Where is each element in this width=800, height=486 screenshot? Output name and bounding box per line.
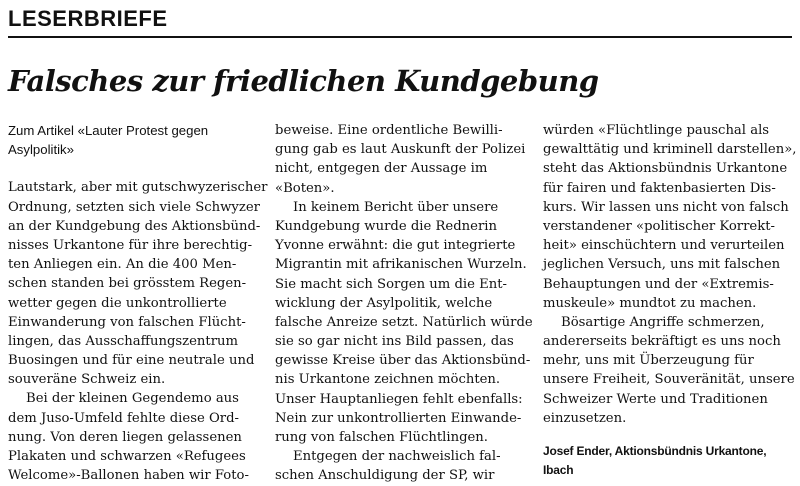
body-line: lingen, das Ausschaffungszentrum	[8, 333, 239, 349]
body-line: sie so gar nicht ins Bild passen, das	[275, 334, 514, 350]
body-line: mehr, uns mit Überzeugung für	[543, 353, 754, 369]
body-line: gewisse Kreise über das Aktionsbünd-	[275, 353, 531, 369]
body-line: wicklung der Asylpolitik, welche	[275, 295, 493, 311]
body-line: würden «Flüchtlinge pauschal als	[543, 123, 770, 138]
body-line: dem Juso-Umfeld fehlte diese Ord-	[8, 410, 239, 426]
body-line: Welcome»-Ballonen haben wir Foto-	[8, 468, 249, 484]
body-line: einzusetzen.	[543, 410, 627, 426]
body-line: jeglichen Versuch, uns mit falschen	[543, 257, 781, 273]
body-line: Behauptungen und der «Extremis-	[543, 276, 774, 292]
body-line: heit» einschüchtern und verurteilen	[543, 238, 785, 254]
body-line: nung. Von deren liegen gelassenen	[8, 429, 242, 445]
article-headline: Falsches zur friedlichen Kundgebung	[8, 64, 599, 98]
body-line: wetter gegen die unkontrollierte	[8, 295, 227, 311]
body-line: verstandener «politischer Korrekt-	[543, 218, 775, 234]
body-line: Ordnung, setzten sich viele Schwyzer	[8, 199, 260, 215]
body-line: an der Kundgebung des Aktionsbünd-	[8, 218, 261, 234]
body-line: nisses Urkantone für ihre berechtig-	[8, 237, 253, 253]
body-line: Yvonne erwähnt: die gut integrierte	[275, 238, 516, 254]
body-line: gewalttätig und kriminell darstellen»,	[543, 142, 797, 158]
text-column-2	[275, 121, 533, 486]
body-line: beweise. Eine ordentliche Bewilli-	[275, 123, 503, 138]
body-line: nicht, entgegen der Aussage im	[275, 161, 488, 177]
body-line: Lautstark, aber mit gutschwyzerischer	[8, 180, 268, 196]
body-line: Sie macht sich Sorgen um die Ent-	[275, 276, 507, 292]
author-location: Ibach	[543, 463, 574, 478]
body-line: souveräne Schweiz ein.	[8, 372, 166, 388]
body-line: schen standen bei grösstem Regen-	[8, 276, 247, 292]
body-line: falsche Anreize setzt. Natürlich würde	[275, 314, 533, 330]
body-line: Migrantin mit afrikanischen Wurzeln.	[275, 257, 527, 273]
body-line: schen Anschuldigung der SP, wir	[275, 468, 495, 484]
body-line: Buosingen und für eine neutrale und	[8, 353, 255, 369]
body-line: «Boten».	[275, 180, 335, 196]
section-divider	[8, 36, 792, 38]
author-signature: Josef Ender, Aktionsbündnis Urkantone,	[543, 444, 767, 458]
body-line: unsere Freiheit, Souveränität, unsere	[543, 372, 795, 388]
body-line: Kundgebung wurde die Rednerin	[275, 218, 497, 234]
body-line: Einwanderung von falschen Flücht-	[8, 314, 246, 330]
body-line: muskeule» mundtot zu machen.	[543, 295, 757, 311]
body-line: rung von falschen Flüchtlingen.	[275, 430, 488, 445]
body-line: Bei der kleinen Gegendemo aus	[26, 391, 239, 407]
body-line: gung gab es laut Auskunft der Polizei	[275, 142, 526, 158]
intro-line: Asylpolitik»	[8, 142, 74, 158]
body-line: steht das Aktionsbündnis Urkantone	[543, 161, 788, 177]
body-line: In keinem Bericht über unsere	[293, 199, 499, 215]
body-line: Schweizer Werte und Traditionen	[543, 391, 768, 407]
body-line: kurs. Wir lassen uns nicht von falsch	[543, 199, 789, 215]
body-line: Nein zur unkontrollierten Einwande-	[275, 410, 522, 426]
section-label: LESERBRIEFE	[8, 6, 168, 31]
body-line: Bösartige Angriffe schmerzen,	[561, 314, 765, 330]
text-column-1	[8, 121, 268, 485]
body-line: ten Anliegen ein. An die 400 Men-	[8, 257, 237, 273]
body-line: Entgegen der nachweislich fal-	[293, 449, 501, 465]
body-line: für fairen und faktenbasierten Dis-	[543, 180, 776, 196]
body-line: Unser Hauptanliegen fehlt ebenfalls:	[275, 391, 523, 407]
intro-line: Zum Artikel «Lauter Protest gegen	[8, 123, 209, 138]
body-line: Plakaten und schwarzen «Refugees	[8, 449, 246, 464]
body-line: nis Urkantone zeichnen möchten.	[275, 372, 501, 388]
body-line: andererseits bekräftigt es uns noch	[543, 334, 781, 350]
text-column-3	[543, 121, 798, 480]
